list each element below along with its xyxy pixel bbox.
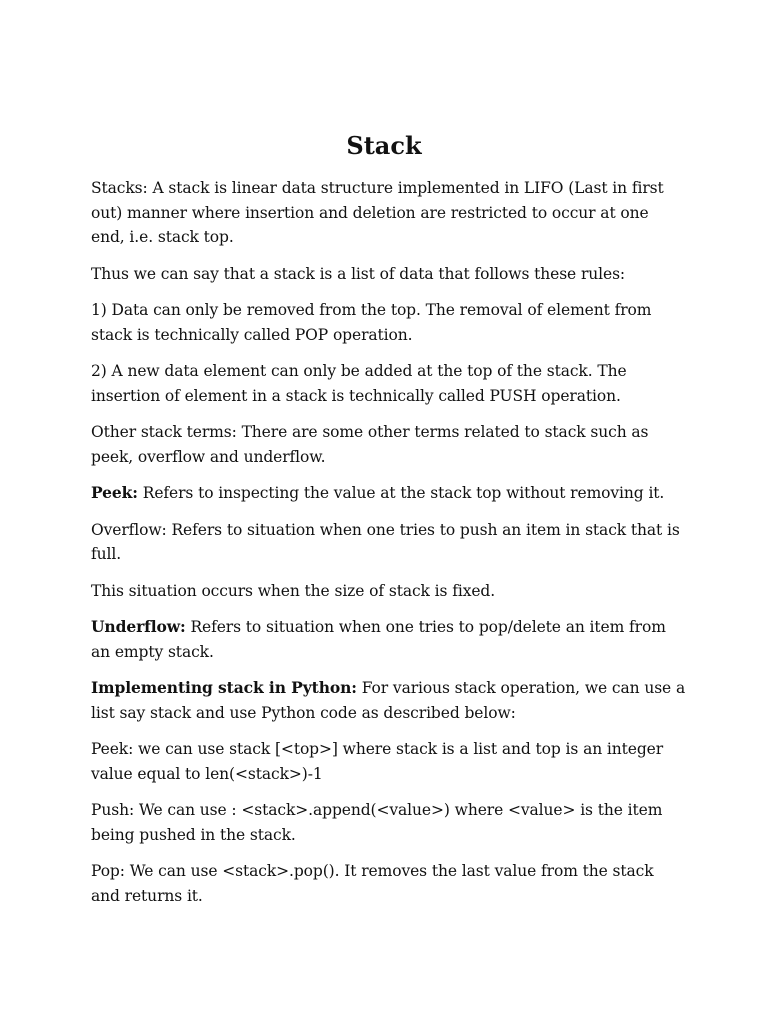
paragraph-underflow	[91, 615, 687, 664]
implementing-text: For various stack operation, we can use a list say stack and use Python code as described below:	[91, 679, 686, 722]
page-title: Stack	[346, 131, 422, 160]
paragraph-other-terms: Other stack terms: There are some other terms related to stack such as peek, overflow and underflow.	[91, 423, 649, 466]
peek-definition: Refers to inspecting the value at the stack top without removing it.	[137, 484, 665, 502]
paragraph-rule-1: 1) Data can only be removed from the top. The removal of element from stack is technically called POP operation.	[91, 301, 652, 344]
underflow-term: Underflow:	[91, 617, 186, 636]
paragraph-fixed-size: This situation occurs when the size of stack is fixed.	[91, 581, 496, 600]
paragraph-implementing	[91, 676, 687, 725]
paragraph-peek	[91, 481, 687, 506]
paragraph-rule-2: 2) A new data element can only be added at the top of the stack. The insertion of element in a stack is technically called PUSH operation.	[91, 362, 627, 405]
paragraph-peek-code: Peek: we can use stack [<top>] where stack is a list and top is an integer value equal to len(<stack>)-1	[91, 740, 664, 783]
paragraph-push-code: Push: We can use : <stack>.append(<value>) where <value> is the item being pushed in the stack.	[91, 801, 663, 844]
paragraph-overflow: Overflow: Refers to situation when one tries to push an item in stack that is full.	[91, 520, 680, 563]
paragraph-pop-code: Pop: We can use <stack>.pop(). It removes the last value from the stack and returns it.	[91, 862, 654, 905]
paragraph-stacks-definition: Stacks: A stack is linear data structure implemented in LIFO (Last in first out) manner where insertion and deletion are restricted to occur at one end, i.e. stack top.	[91, 179, 664, 246]
peek-term: Peek:	[91, 483, 138, 502]
paragraph-rules-intro: Thus we can say that a stack is a list of data that follows these rules:	[91, 264, 626, 283]
implementing-heading: Implementing stack in Python:	[91, 678, 357, 697]
document-body	[91, 176, 687, 920]
underflow-definition: Refers to situation when one tries to pop/delete an item from an empty stack.	[91, 618, 666, 661]
